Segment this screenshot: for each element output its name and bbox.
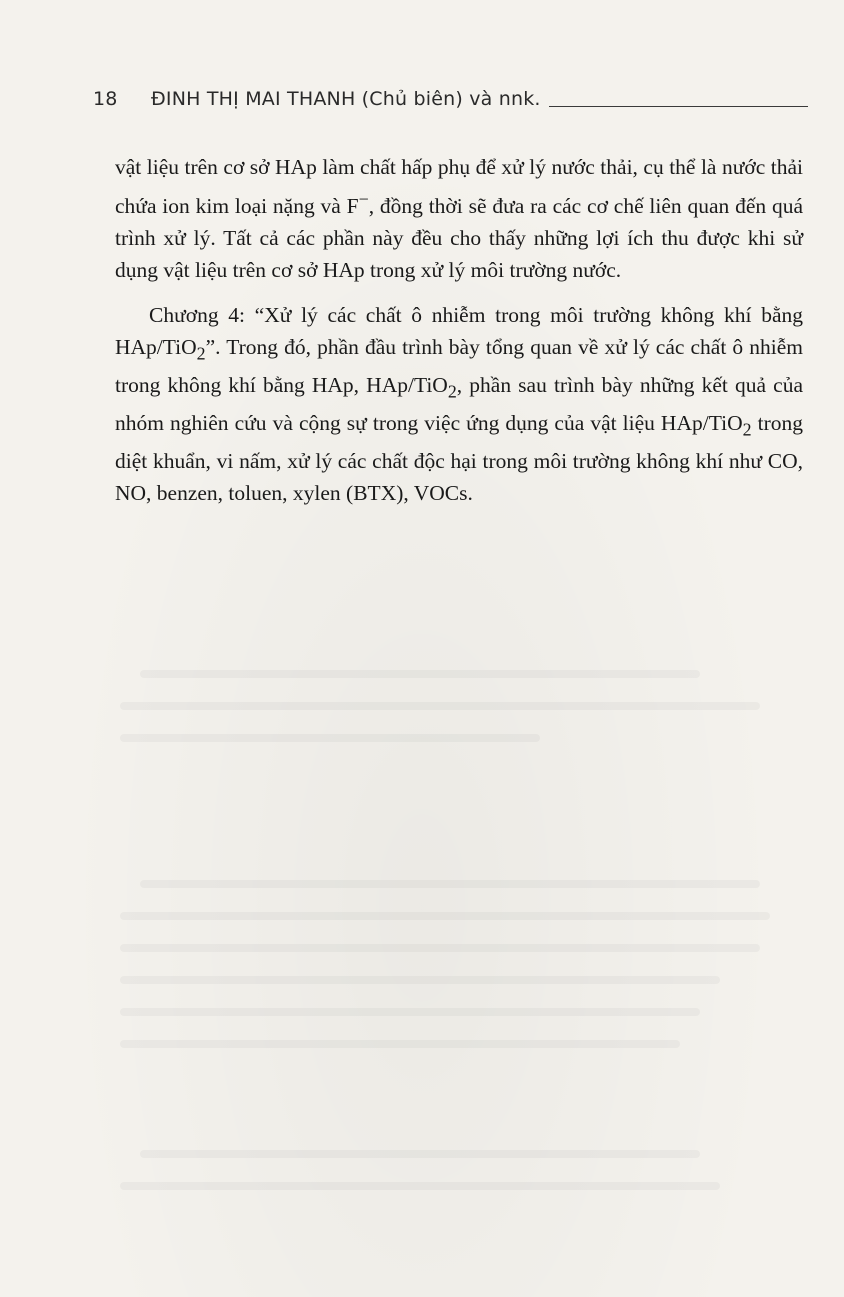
paragraph-2: [115, 300, 803, 510]
page-number: 18: [93, 88, 118, 110]
subscript-2-c: 2: [742, 419, 752, 440]
fluoride-charge-superscript: −: [358, 188, 369, 209]
ghost-line: [120, 1040, 680, 1048]
paragraph-2-text-a: Chương 4: “Xử lý các chất ô nhiễm trong môi trường không khí bằng HAp/TiO: [115, 303, 803, 360]
reverse-page-show-through: [100, 650, 800, 1250]
paragraph-1: [115, 152, 803, 286]
ghost-line: [120, 734, 540, 742]
ghost-line: [120, 976, 720, 984]
paragraph-2-text-b: ”. Trong đó, phần đầu trình bày tổng quan về xử lý các chất ô nhiễm trong không khí bằng HAp, HAp/TiO: [115, 335, 803, 398]
paragraph-2-text-d: trong diệt khuẩn, vi nấm, xử lý các chất độc hại trong môi trường không khí như CO, NO, benzen, toluen, xylen (BTX), VOCs.: [115, 411, 803, 506]
running-title: ĐINH THỊ MAI THANH (Chủ biên) và nnk.: [151, 88, 541, 110]
paragraph-2-text-c: , phần sau trình bày những kết quả của nhóm nghiên cứu và cộng sự trong việc ứng dụng của vật liệu HAp/TiO: [115, 373, 803, 436]
ghost-line: [120, 1182, 720, 1190]
paragraph-1-text-b: , đồng thời sẽ đưa ra các cơ chế liên quan đến quá trình xử lý. Tất cả các phần này đều cho thấy những lợi ích thu được khi sử dụng vật liệu trên cơ sở HAp trong xử lý môi trường nước.: [115, 193, 803, 282]
ghost-line: [140, 670, 700, 678]
header-rule: [549, 106, 808, 107]
ghost-line: [140, 1150, 700, 1158]
running-header: [93, 80, 808, 110]
ghost-line: [120, 944, 760, 952]
ghost-line: [120, 1008, 700, 1016]
paragraph-1-text-a: vật liệu trên cơ sở HAp làm chất hấp phụ để xử lý nước thải, cụ thể là nước thải chứa ion kim loại nặng và F: [115, 155, 803, 218]
body-text: [115, 152, 803, 510]
ghost-line: [140, 880, 760, 888]
ghost-line: [120, 702, 760, 710]
subscript-2-b: 2: [447, 381, 457, 402]
subscript-2-a: 2: [196, 343, 206, 364]
ghost-line: [120, 912, 770, 920]
